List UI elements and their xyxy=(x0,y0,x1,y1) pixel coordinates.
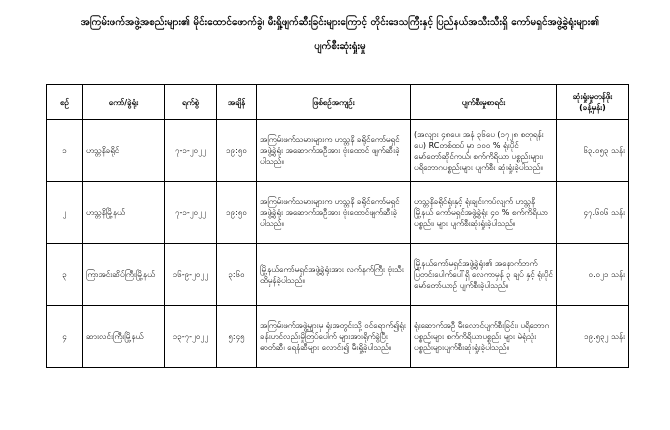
cell-no: ၂ xyxy=(47,182,83,244)
cell-time: ၃:၆၀ xyxy=(217,244,257,306)
document-title: အကြမ်းဖက်အဖွဲ့အစည်းများ၏ မိုင်းထောင်ဖောက်ခွဲ၊ မီးရှို့ဖျက်ဆီးခြင်းများကြောင့် တိုင်းဒေသကြီးနှင့် ပြည်နယ်အသီးသီးရှိ ကော်မရှင်အဖွဲ့ခွဲရုံးများ၏ xyxy=(80,17,600,28)
cell-office: ဆားလင်းကြီးမြို့နယ် xyxy=(83,306,165,368)
cell-damage: (အလျား ၄၈ပေ၊ အနံ ၃၆ပေ (၁၇၂၈ စတုရန်းပေ) RCတစ်ထပ် မှာ ၁၀၀ % ရုံးပိုင် မော်တော်ဆိုင်ကယ်၊ စက်ကိရိယာ ပစ္စည်းများ၊ ပရိဘောဂပစ္စည်းများ ပျက်စီး ဆုံးရှုံးခဲ့ပါသည်။ xyxy=(411,120,557,182)
cell-value: ၁၉.၅၃၂ သန်း xyxy=(557,306,629,368)
cell-no: ၃ xyxy=(47,244,83,306)
cell-summary: အကြမ်းဖက်သမားများက ဟသ္တနိ ခရိုင်ကော်မရှင်အဖွဲ့ခွဲရုံး အဆောက်အဦအား ဗုံးထောင်ဖျက်ဆီးခဲ့ပါသည်။ xyxy=(257,182,411,244)
cell-office: ဟသ္တနိခရိုင် xyxy=(83,120,165,182)
header-summary: ဖြစ်စဉ်အကျဉ်း xyxy=(257,85,411,120)
cell-date: ၇-၁-၂၀၂၂ xyxy=(165,120,217,182)
table-row xyxy=(47,306,629,368)
header-damage: ပျက်စီးမှုစာရင်း xyxy=(411,85,557,120)
cell-office: ကြာအင်းဆိပ်ကြီးမြို့နယ် xyxy=(83,244,165,306)
cell-value: ၆၃.၀၅၃ သန်း xyxy=(557,120,629,182)
cell-date: ၁၃-၇-၂၀၂၂ xyxy=(165,306,217,368)
cell-time: ၁၉:၅၀ xyxy=(217,120,257,182)
cell-summary: အကြမ်းဖက်အဖွဲ့များမှ ရုံးအတွင်းသို့ ဝင်ရောက်၍ရုံးခန်းဟင်လည်းမှိုတြပ်ပေါက် များအားရိုက်ခွဲပြီး ဓာတ်ဆီ၊ ရေနံဆီများ လောင်း၍ မီးရှို့ခဲ့ပါသည်။ xyxy=(257,306,411,368)
cell-office: ဟသ္တနိမြို့နယ် xyxy=(83,182,165,244)
table-row xyxy=(47,182,629,244)
header-office: ကော်/ခွဲရုံး xyxy=(83,85,165,120)
header-no: စဉ် xyxy=(47,85,83,120)
header-value: ဆုံးရှုံးမှုတန်ဖိုး (ခန့်မှန်း) xyxy=(557,85,629,120)
cell-damage: ရုံးဆောက်အဦ မီးလောင်ပျက်စီးခြင်း၊ ပရိဘောဂပစ္စည်းများ စက်ကိရိယာပစ္စည်း များ မဲရုံသုံးပစ္စည်းများပျက်စီးဆုံးရှုံးခဲ့ပါသည်။ xyxy=(411,306,557,368)
cell-date: ၇-၁-၂၀၂၂ xyxy=(165,182,217,244)
cell-damage: မြို့နယ်ကော်မရှင်အဖွဲ့ခွဲရုံး၏ အနောက်ဘက် ပြတင်းပေါက်ပေါ်ရှိ လေကာမှန် ၃ ချပ် နှင့် ရုံးပိုင် မော်တော်ယာဉ် ပျက်စီးခဲ့ပါသည်။ xyxy=(411,244,557,306)
damage-table xyxy=(46,84,629,368)
header-date: ရက်စွဲ xyxy=(165,85,217,120)
header-time: အချိန် xyxy=(217,85,257,120)
document-title-line2: ပျက်စီးဆုံးရှုံးမှု xyxy=(314,41,366,52)
cell-date: ၁၆-၉-၂၀၂၂ xyxy=(165,244,217,306)
cell-damage: ဟသ္တနိခရိုင်ရုံးနှင့် ရုံးချင်းကပ်လျက် ဟသ္တနိ မြို့နယ် ကော်မရှင်အဖွဲ့ခွဲရုံး ၄၀ % စက်ကိရိယာပစ္စည်း၊ များ ပျက်စီးဆုံးရှုံးခဲ့ပါသည်။ xyxy=(411,182,557,244)
table-header-row xyxy=(47,85,629,120)
table-row xyxy=(47,244,629,306)
cell-summary: အကြမ်းဖက်သမားများက ဟသ္တနိ ခရိုင်ကော်မရှင်အဖွဲ့ခွဲရုံး အဆောက်အဦအား ဗုံးထောင် ဖျက်ဆီးခဲ့ပါသည်။ xyxy=(257,120,411,182)
cell-time: ၅:၄၅ xyxy=(217,306,257,368)
cell-no: ၄ xyxy=(47,306,83,368)
cell-no: ၁ xyxy=(47,120,83,182)
table-row xyxy=(47,120,629,182)
cell-value: ၄၇.၆၀၆ သန်း xyxy=(557,182,629,244)
cell-value: ၀.၀၂၁ သန်း xyxy=(557,244,629,306)
cell-summary: မြို့နယ်ကော်မရှင်အဖွဲ့ခွဲရုံးအား လက်နက်ကြီး ဗုံးသီးထိမှန်ခဲ့ပါသည်။ xyxy=(257,244,411,306)
cell-time: ၁၉:၅၀ xyxy=(217,182,257,244)
